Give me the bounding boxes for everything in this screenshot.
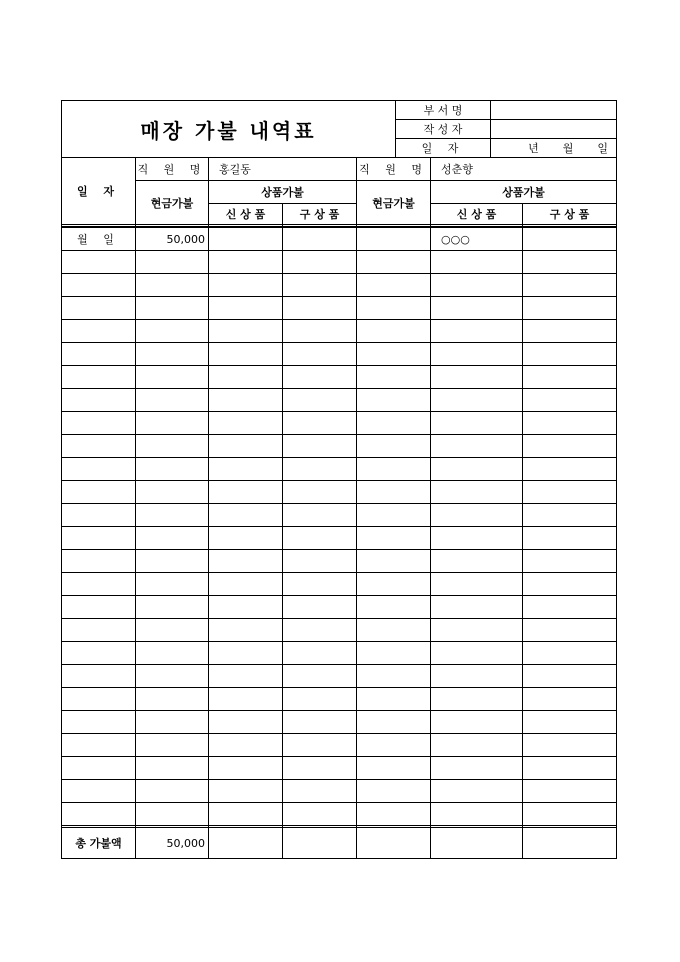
emp1-new-goods-cell[interactable] bbox=[209, 227, 283, 251]
emp2-old-goods-cell[interactable] bbox=[523, 412, 617, 435]
emp2-old-goods-cell[interactable] bbox=[523, 711, 617, 734]
employee2-name[interactable]: 성춘향 bbox=[431, 158, 617, 181]
employee2-goods-advance-header: 상품가불 bbox=[431, 181, 617, 204]
emp2-new-goods-cell[interactable] bbox=[431, 734, 523, 757]
emp2-new-goods-cell[interactable] bbox=[431, 274, 523, 297]
emp1-old-goods-cell[interactable] bbox=[283, 596, 357, 619]
emp2-cash-cell[interactable] bbox=[357, 366, 431, 389]
emp2-new-goods-cell[interactable] bbox=[431, 366, 523, 389]
document-header bbox=[61, 100, 617, 158]
emp1-old-goods-cell[interactable] bbox=[283, 297, 357, 320]
emp2-old-goods-cell[interactable] bbox=[523, 481, 617, 504]
emp1-cash-cell[interactable] bbox=[136, 642, 209, 665]
emp2-old-goods-cell[interactable] bbox=[523, 573, 617, 596]
emp2-new-goods-cell[interactable] bbox=[431, 573, 523, 596]
emp2-cash-cell[interactable] bbox=[357, 504, 431, 527]
author-label: 작 성 자 bbox=[396, 120, 491, 139]
emp2-old-goods-cell[interactable] bbox=[523, 596, 617, 619]
date-cell[interactable] bbox=[62, 803, 136, 826]
emp2-cash-cell[interactable] bbox=[357, 642, 431, 665]
emp1-cash-cell[interactable] bbox=[136, 504, 209, 527]
employee1-cash-advance-header: 현금가불 bbox=[136, 181, 209, 225]
emp1-new-goods-cell[interactable] bbox=[209, 803, 283, 826]
emp2-cash-cell[interactable] bbox=[357, 780, 431, 803]
emp2-new-goods-cell[interactable] bbox=[431, 504, 523, 527]
emp2-cash-cell[interactable] bbox=[357, 389, 431, 412]
emp2-cash-cell[interactable] bbox=[357, 481, 431, 504]
emp1-new-goods-cell[interactable] bbox=[209, 527, 283, 550]
emp1-cash-cell[interactable] bbox=[136, 803, 209, 826]
table-row bbox=[62, 412, 617, 435]
total-label: 총 가불액 bbox=[62, 828, 136, 859]
emp1-cash-cell[interactable] bbox=[136, 389, 209, 412]
table-row bbox=[62, 343, 617, 366]
date-cell[interactable] bbox=[62, 435, 136, 458]
table-row bbox=[62, 596, 617, 619]
emp2-cash-cell[interactable] bbox=[357, 757, 431, 780]
emp2-old-goods-cell[interactable] bbox=[523, 227, 617, 251]
date-label: 일 자 bbox=[396, 139, 491, 158]
employee1-name[interactable]: 홍길동 bbox=[209, 158, 357, 181]
emp1-cash-cell[interactable] bbox=[136, 297, 209, 320]
advance-table bbox=[61, 157, 617, 859]
emp1-new-goods-cell[interactable] bbox=[209, 550, 283, 573]
emp2-old-goods-cell[interactable] bbox=[523, 389, 617, 412]
emp2-old-goods-cell[interactable] bbox=[523, 366, 617, 389]
emp2-old-goods-cell[interactable] bbox=[523, 734, 617, 757]
emp1-new-goods-cell[interactable] bbox=[209, 366, 283, 389]
table-row bbox=[62, 366, 617, 389]
emp1-old-goods-cell[interactable] bbox=[283, 504, 357, 527]
emp1-old-goods-cell[interactable] bbox=[283, 458, 357, 481]
emp1-old-goods-cell[interactable] bbox=[283, 366, 357, 389]
total-emp1-old-goods-cell bbox=[283, 828, 357, 859]
emp2-old-goods-cell[interactable] bbox=[523, 527, 617, 550]
emp2-cash-cell[interactable] bbox=[357, 573, 431, 596]
table-row bbox=[62, 320, 617, 343]
date-cell[interactable] bbox=[62, 481, 136, 504]
dept-value-field[interactable] bbox=[491, 101, 617, 120]
emp2-old-goods-cell[interactable] bbox=[523, 435, 617, 458]
emp1-new-goods-cell[interactable] bbox=[209, 458, 283, 481]
emp2-old-goods-cell[interactable] bbox=[523, 550, 617, 573]
emp2-new-goods-cell[interactable] bbox=[431, 527, 523, 550]
emp2-cash-cell[interactable] bbox=[357, 665, 431, 688]
date-cell[interactable] bbox=[62, 297, 136, 320]
emp2-new-goods-cell[interactable] bbox=[431, 803, 523, 826]
emp2-old-goods-cell[interactable] bbox=[523, 504, 617, 527]
date-cell[interactable]: 월 일 bbox=[62, 227, 136, 251]
emp1-old-goods-cell[interactable] bbox=[283, 251, 357, 274]
emp2-new-goods-cell[interactable] bbox=[431, 596, 523, 619]
emp1-new-goods-cell[interactable] bbox=[209, 573, 283, 596]
emp1-new-goods-cell[interactable] bbox=[209, 435, 283, 458]
emp1-new-goods-cell[interactable] bbox=[209, 320, 283, 343]
table-row bbox=[62, 458, 617, 481]
date-cell[interactable] bbox=[62, 412, 136, 435]
emp2-old-goods-cell[interactable] bbox=[523, 780, 617, 803]
emp2-old-goods-cell[interactable] bbox=[523, 251, 617, 274]
emp2-cash-cell[interactable] bbox=[357, 550, 431, 573]
emp1-new-goods-cell[interactable] bbox=[209, 251, 283, 274]
emp1-cash-cell[interactable] bbox=[136, 711, 209, 734]
employee1-new-goods-header: 신 상 품 bbox=[209, 204, 283, 225]
emp1-cash-cell[interactable] bbox=[136, 757, 209, 780]
date-column-header: 일 자 bbox=[62, 158, 136, 225]
emp1-cash-cell[interactable] bbox=[136, 734, 209, 757]
table-row bbox=[62, 435, 617, 458]
emp1-cash-cell[interactable] bbox=[136, 688, 209, 711]
emp1-new-goods-cell[interactable] bbox=[209, 780, 283, 803]
employee1-goods-advance-header: 상품가불 bbox=[209, 181, 357, 204]
emp2-cash-cell[interactable] bbox=[357, 458, 431, 481]
emp1-cash-cell[interactable] bbox=[136, 619, 209, 642]
emp2-new-goods-cell[interactable] bbox=[431, 780, 523, 803]
emp2-old-goods-cell[interactable] bbox=[523, 274, 617, 297]
emp1-new-goods-cell[interactable] bbox=[209, 642, 283, 665]
table-row bbox=[62, 297, 617, 320]
emp1-new-goods-cell[interactable] bbox=[209, 412, 283, 435]
table-row bbox=[62, 803, 617, 826]
emp1-new-goods-cell[interactable] bbox=[209, 481, 283, 504]
total-emp2-cash-cell bbox=[357, 828, 431, 859]
emp1-cash-cell[interactable] bbox=[136, 481, 209, 504]
date-cell[interactable] bbox=[62, 274, 136, 297]
table-row bbox=[62, 711, 617, 734]
total-row bbox=[62, 828, 617, 859]
date-cell[interactable] bbox=[62, 665, 136, 688]
emp2-new-goods-cell[interactable] bbox=[431, 412, 523, 435]
emp1-old-goods-cell[interactable] bbox=[283, 389, 357, 412]
emp2-old-goods-cell[interactable] bbox=[523, 297, 617, 320]
emp2-cash-cell[interactable] bbox=[357, 619, 431, 642]
table-row bbox=[62, 665, 617, 688]
emp2-old-goods-cell[interactable] bbox=[523, 757, 617, 780]
emp1-new-goods-cell[interactable] bbox=[209, 665, 283, 688]
emp1-old-goods-cell[interactable] bbox=[283, 803, 357, 826]
emp2-new-goods-cell[interactable] bbox=[431, 665, 523, 688]
emp1-new-goods-cell[interactable] bbox=[209, 343, 283, 366]
emp2-old-goods-cell[interactable] bbox=[523, 619, 617, 642]
emp1-new-goods-cell[interactable] bbox=[209, 619, 283, 642]
date-cell[interactable] bbox=[62, 780, 136, 803]
emp1-new-goods-cell[interactable] bbox=[209, 389, 283, 412]
date-cell[interactable] bbox=[62, 458, 136, 481]
emp1-cash-cell[interactable] bbox=[136, 251, 209, 274]
emp2-new-goods-cell[interactable] bbox=[431, 711, 523, 734]
date-day-label: 일 bbox=[597, 142, 608, 155]
date-cell[interactable] bbox=[62, 504, 136, 527]
emp2-old-goods-cell[interactable] bbox=[523, 688, 617, 711]
total-emp2-new-goods-cell bbox=[431, 828, 523, 859]
emp2-cash-cell[interactable] bbox=[357, 274, 431, 297]
emp2-cash-cell[interactable] bbox=[357, 688, 431, 711]
emp2-cash-cell[interactable] bbox=[357, 343, 431, 366]
emp1-cash-cell[interactable] bbox=[136, 550, 209, 573]
table-row bbox=[62, 481, 617, 504]
emp2-old-goods-cell[interactable] bbox=[523, 642, 617, 665]
employee2-old-goods-header: 구 상 품 bbox=[523, 204, 617, 225]
emp2-cash-cell[interactable] bbox=[357, 251, 431, 274]
table-row bbox=[62, 757, 617, 780]
date-cell[interactable] bbox=[62, 573, 136, 596]
emp1-old-goods-cell[interactable] bbox=[283, 481, 357, 504]
dept-label: 부 서 명 bbox=[396, 101, 491, 120]
total-emp1-cash-cell: 50,000 bbox=[136, 828, 209, 859]
emp1-old-goods-cell[interactable] bbox=[283, 274, 357, 297]
emp1-new-goods-cell[interactable] bbox=[209, 734, 283, 757]
emp2-new-goods-cell[interactable]: ○○○ bbox=[431, 227, 523, 251]
emp1-old-goods-cell[interactable] bbox=[283, 227, 357, 251]
total-emp1-new-goods-cell bbox=[209, 828, 283, 859]
date-cell[interactable] bbox=[62, 527, 136, 550]
emp2-cash-cell[interactable] bbox=[357, 227, 431, 251]
date-year-label: 년 bbox=[528, 142, 539, 155]
emp1-old-goods-cell[interactable] bbox=[283, 688, 357, 711]
emp1-old-goods-cell[interactable] bbox=[283, 320, 357, 343]
date-cell[interactable] bbox=[62, 642, 136, 665]
total-emp2-old-goods-cell bbox=[523, 828, 617, 859]
emp1-old-goods-cell[interactable] bbox=[283, 527, 357, 550]
emp2-cash-cell[interactable] bbox=[357, 412, 431, 435]
emp1-old-goods-cell[interactable] bbox=[283, 435, 357, 458]
table-row bbox=[62, 504, 617, 527]
emp1-old-goods-cell[interactable] bbox=[283, 665, 357, 688]
date-cell[interactable] bbox=[62, 389, 136, 412]
table-row bbox=[62, 573, 617, 596]
emp1-old-goods-cell[interactable] bbox=[283, 734, 357, 757]
emp1-cash-cell[interactable] bbox=[136, 780, 209, 803]
emp1-cash-cell[interactable] bbox=[136, 596, 209, 619]
emp1-old-goods-cell[interactable] bbox=[283, 550, 357, 573]
date-cell[interactable] bbox=[62, 711, 136, 734]
emp1-cash-cell[interactable] bbox=[136, 274, 209, 297]
emp2-new-goods-cell[interactable] bbox=[431, 550, 523, 573]
emp1-cash-cell[interactable] bbox=[136, 435, 209, 458]
emp1-new-goods-cell[interactable] bbox=[209, 297, 283, 320]
emp1-new-goods-cell[interactable] bbox=[209, 274, 283, 297]
employee2-cash-advance-header: 현금가불 bbox=[357, 181, 431, 225]
emp2-cash-cell[interactable] bbox=[357, 297, 431, 320]
employee1-old-goods-header: 구 상 품 bbox=[283, 204, 357, 225]
table-row bbox=[62, 780, 617, 803]
emp2-old-goods-cell[interactable] bbox=[523, 320, 617, 343]
table-row bbox=[62, 227, 617, 251]
emp1-new-goods-cell[interactable] bbox=[209, 757, 283, 780]
date-value-field[interactable] bbox=[491, 139, 617, 158]
table-row bbox=[62, 389, 617, 412]
emp2-new-goods-cell[interactable] bbox=[431, 757, 523, 780]
emp2-new-goods-cell[interactable] bbox=[431, 343, 523, 366]
emp2-cash-cell[interactable] bbox=[357, 435, 431, 458]
table-row bbox=[62, 619, 617, 642]
emp2-new-goods-cell[interactable] bbox=[431, 320, 523, 343]
emp1-cash-cell[interactable] bbox=[136, 412, 209, 435]
emp1-cash-cell[interactable] bbox=[136, 320, 209, 343]
emp1-cash-cell[interactable] bbox=[136, 527, 209, 550]
emp2-new-goods-cell[interactable] bbox=[431, 435, 523, 458]
emp1-cash-cell[interactable] bbox=[136, 366, 209, 389]
emp1-cash-cell[interactable] bbox=[136, 458, 209, 481]
table-row bbox=[62, 734, 617, 757]
emp2-cash-cell[interactable] bbox=[357, 596, 431, 619]
advance-ledger-document bbox=[61, 100, 616, 859]
date-cell[interactable] bbox=[62, 596, 136, 619]
date-cell[interactable] bbox=[62, 251, 136, 274]
date-cell[interactable] bbox=[62, 619, 136, 642]
emp1-old-goods-cell[interactable] bbox=[283, 780, 357, 803]
emp2-new-goods-cell[interactable] bbox=[431, 619, 523, 642]
emp1-cash-cell[interactable]: 50,000 bbox=[136, 227, 209, 251]
emp2-new-goods-cell[interactable] bbox=[431, 251, 523, 274]
emp1-old-goods-cell[interactable] bbox=[283, 642, 357, 665]
emp2-old-goods-cell[interactable] bbox=[523, 458, 617, 481]
emp2-cash-cell[interactable] bbox=[357, 711, 431, 734]
emp1-old-goods-cell[interactable] bbox=[283, 343, 357, 366]
emp1-new-goods-cell[interactable] bbox=[209, 504, 283, 527]
emp1-cash-cell[interactable] bbox=[136, 343, 209, 366]
emp2-new-goods-cell[interactable] bbox=[431, 458, 523, 481]
table-row bbox=[62, 251, 617, 274]
date-cell[interactable] bbox=[62, 320, 136, 343]
author-value-field[interactable] bbox=[491, 120, 617, 139]
emp2-new-goods-cell[interactable] bbox=[431, 481, 523, 504]
date-cell[interactable] bbox=[62, 688, 136, 711]
emp1-cash-cell[interactable] bbox=[136, 573, 209, 596]
table-row bbox=[62, 527, 617, 550]
emp2-new-goods-cell[interactable] bbox=[431, 297, 523, 320]
emp1-cash-cell[interactable] bbox=[136, 665, 209, 688]
emp1-old-goods-cell[interactable] bbox=[283, 711, 357, 734]
date-cell[interactable] bbox=[62, 734, 136, 757]
emp2-old-goods-cell[interactable] bbox=[523, 665, 617, 688]
date-cell[interactable] bbox=[62, 550, 136, 573]
table-row bbox=[62, 550, 617, 573]
date-cell[interactable] bbox=[62, 757, 136, 780]
date-cell[interactable] bbox=[62, 343, 136, 366]
employee1-label: 직 원 명 bbox=[136, 158, 209, 181]
emp1-old-goods-cell[interactable] bbox=[283, 573, 357, 596]
emp2-cash-cell[interactable] bbox=[357, 527, 431, 550]
table-row bbox=[62, 274, 617, 297]
emp2-cash-cell[interactable] bbox=[357, 320, 431, 343]
emp2-old-goods-cell[interactable] bbox=[523, 343, 617, 366]
table-row bbox=[62, 642, 617, 665]
emp2-cash-cell[interactable] bbox=[357, 803, 431, 826]
table-row bbox=[62, 688, 617, 711]
emp2-new-goods-cell[interactable] bbox=[431, 642, 523, 665]
emp2-cash-cell[interactable] bbox=[357, 734, 431, 757]
date-cell[interactable] bbox=[62, 366, 136, 389]
emp1-new-goods-cell[interactable] bbox=[209, 711, 283, 734]
emp1-old-goods-cell[interactable] bbox=[283, 619, 357, 642]
emp1-new-goods-cell[interactable] bbox=[209, 688, 283, 711]
emp1-old-goods-cell[interactable] bbox=[283, 757, 357, 780]
employee2-label: 직 원 명 bbox=[357, 158, 431, 181]
page-title: 매장 가불 내역표 bbox=[62, 101, 396, 158]
date-month-label: 월 bbox=[562, 142, 574, 155]
emp2-new-goods-cell[interactable] bbox=[431, 389, 523, 412]
emp1-new-goods-cell[interactable] bbox=[209, 596, 283, 619]
employee2-new-goods-header: 신 상 품 bbox=[431, 204, 523, 225]
emp1-old-goods-cell[interactable] bbox=[283, 412, 357, 435]
emp2-new-goods-cell[interactable] bbox=[431, 688, 523, 711]
emp2-old-goods-cell[interactable] bbox=[523, 803, 617, 826]
